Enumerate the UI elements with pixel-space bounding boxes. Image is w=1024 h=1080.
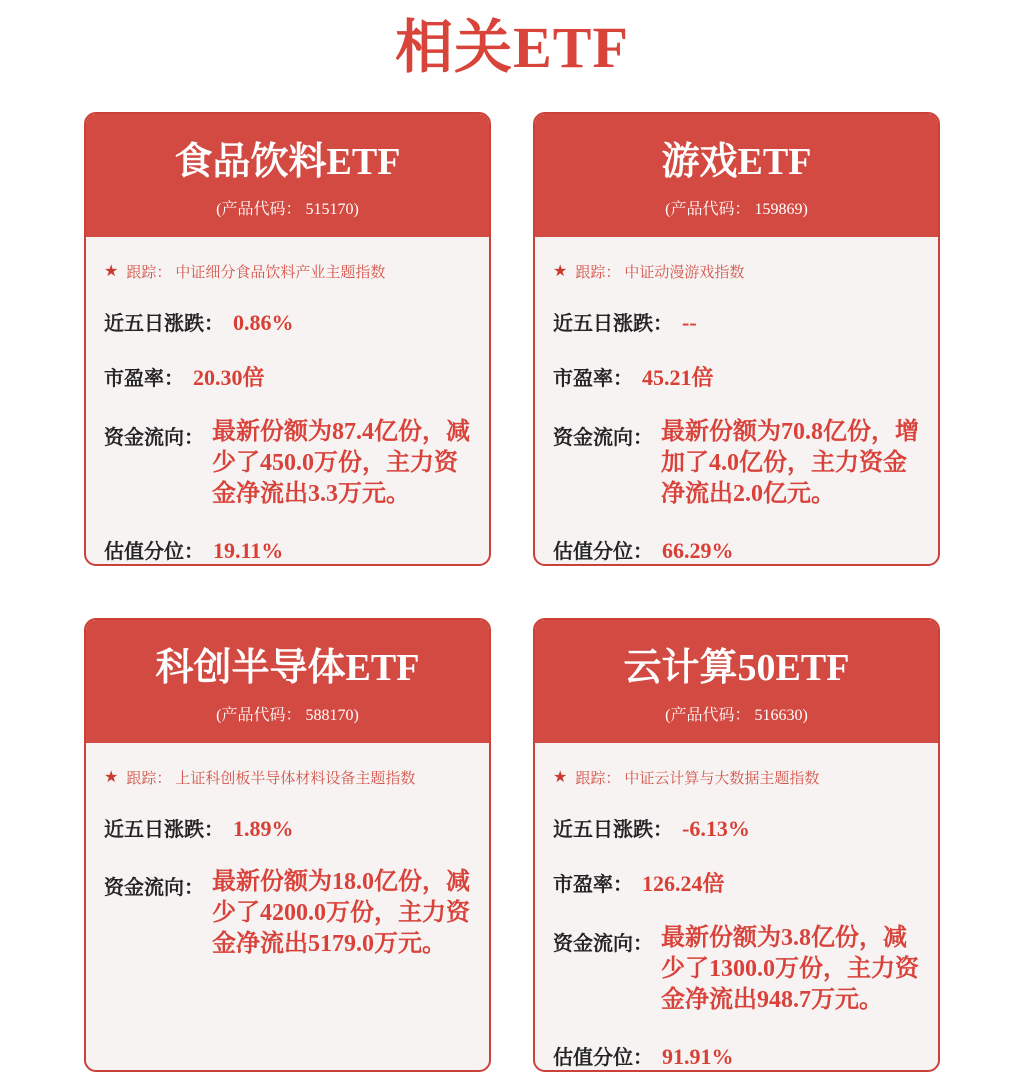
card-header xyxy=(535,620,938,743)
fund-flow-label: 资金流向： xyxy=(553,933,653,955)
etf-card-gaming xyxy=(533,112,940,566)
pe-ratio-value: 45.21倍 xyxy=(642,365,714,390)
fund-flow-value: 最新份额为87.4亿份，减少了450.0万份，主力资金净流出3.3万元。 xyxy=(212,419,470,507)
card-header xyxy=(86,114,489,237)
valuation-percentile-row xyxy=(104,535,473,564)
etf-name: 游戏ETF xyxy=(661,141,812,183)
star-icon: ★ xyxy=(104,262,119,280)
etf-name: 科创半导体ETF xyxy=(155,647,420,689)
five-day-change-value: 0.86% xyxy=(233,310,294,335)
pe-ratio-label: 市盈率： xyxy=(553,874,633,896)
valuation-percentile-value: 66.29% xyxy=(662,538,734,563)
five-day-change-value: 1.89% xyxy=(233,816,294,841)
valuation-percentile-label: 估值分位： xyxy=(553,541,653,563)
fund-flow-label: 资金流向： xyxy=(104,427,204,449)
tracking-label: 跟踪： xyxy=(126,770,172,787)
product-code: (产品代码： 515170) xyxy=(216,201,359,218)
five-day-change-row xyxy=(104,813,473,842)
tracking-index: 中证云计算与大数据主题指数 xyxy=(624,770,820,787)
valuation-percentile-value: 91.91% xyxy=(662,1044,734,1069)
product-code: (产品代码： 159869) xyxy=(665,201,808,218)
etf-card-cloud-computing-50 xyxy=(533,618,940,1072)
valuation-percentile-label: 估值分位： xyxy=(104,541,204,563)
fund-flow-value: 最新份额为70.8亿份，增加了4.0亿份，主力资金净流出2.0亿元。 xyxy=(661,419,919,507)
fund-flow-row xyxy=(553,417,924,510)
pe-ratio-row xyxy=(553,361,922,392)
fund-flow-label: 资金流向： xyxy=(104,877,204,899)
etf-cards-grid xyxy=(84,112,1024,1072)
five-day-change-label: 近五日涨跌： xyxy=(104,819,224,841)
page-title: 相关ETF xyxy=(395,15,629,80)
tracking-index: 上证科创板半导体材料设备主题指数 xyxy=(175,770,416,787)
tracking-index-row xyxy=(104,261,473,282)
five-day-change-row xyxy=(553,307,922,336)
fund-flow-row xyxy=(553,923,924,1016)
product-code: (产品代码： 588170) xyxy=(216,707,359,724)
tracking-label: 跟踪： xyxy=(575,264,621,281)
valuation-percentile-row xyxy=(553,1041,922,1070)
tracking-index-row xyxy=(104,767,473,788)
five-day-change-row xyxy=(104,307,473,336)
star-icon: ★ xyxy=(553,768,568,786)
five-day-change-label: 近五日涨跌： xyxy=(104,313,224,335)
tracking-index-row xyxy=(553,261,922,282)
five-day-change-row xyxy=(553,813,922,842)
pe-ratio-row xyxy=(104,361,473,392)
tracking-index-row xyxy=(553,767,922,788)
fund-flow-row xyxy=(104,417,475,510)
five-day-change-label: 近五日涨跌： xyxy=(553,313,673,335)
tracking-label: 跟踪： xyxy=(575,770,621,787)
star-icon: ★ xyxy=(104,768,119,786)
tracking-index: 中证动漫游戏指数 xyxy=(624,264,745,281)
valuation-percentile-label: 估值分位： xyxy=(553,1047,653,1069)
pe-ratio-row xyxy=(553,867,922,898)
pe-ratio-value: 126.24倍 xyxy=(642,871,725,896)
fund-flow-label: 资金流向： xyxy=(553,427,653,449)
five-day-change-label: 近五日涨跌： xyxy=(553,819,673,841)
fund-flow-value: 最新份额为3.8亿份，减少了1300.0万份，主力资金净流出948.7万元。 xyxy=(661,925,919,1013)
five-day-change-value: -6.13% xyxy=(682,816,750,841)
pe-ratio-label: 市盈率： xyxy=(104,368,184,390)
etf-name: 云计算50ETF xyxy=(623,647,850,689)
card-header xyxy=(86,620,489,743)
product-code: (产品代码： 516630) xyxy=(665,707,808,724)
etf-card-star-semiconductor xyxy=(84,618,491,1072)
card-header xyxy=(535,114,938,237)
five-day-change-value: -- xyxy=(682,310,697,335)
star-icon: ★ xyxy=(553,262,568,280)
fund-flow-value: 最新份额为18.0亿份，减少了4200.0万份，主力资金净流出5179.0万元。 xyxy=(212,869,470,957)
tracking-label: 跟踪： xyxy=(126,264,172,281)
pe-ratio-value: 20.30倍 xyxy=(193,365,265,390)
tracking-index: 中证细分食品饮料产业主题指数 xyxy=(175,264,386,281)
valuation-percentile-value: 19.11% xyxy=(213,538,284,563)
etf-card-food-beverage xyxy=(84,112,491,566)
fund-flow-row xyxy=(104,867,475,960)
valuation-percentile-row xyxy=(553,535,922,564)
etf-name: 食品饮料ETF xyxy=(174,141,401,183)
pe-ratio-label: 市盈率： xyxy=(553,368,633,390)
